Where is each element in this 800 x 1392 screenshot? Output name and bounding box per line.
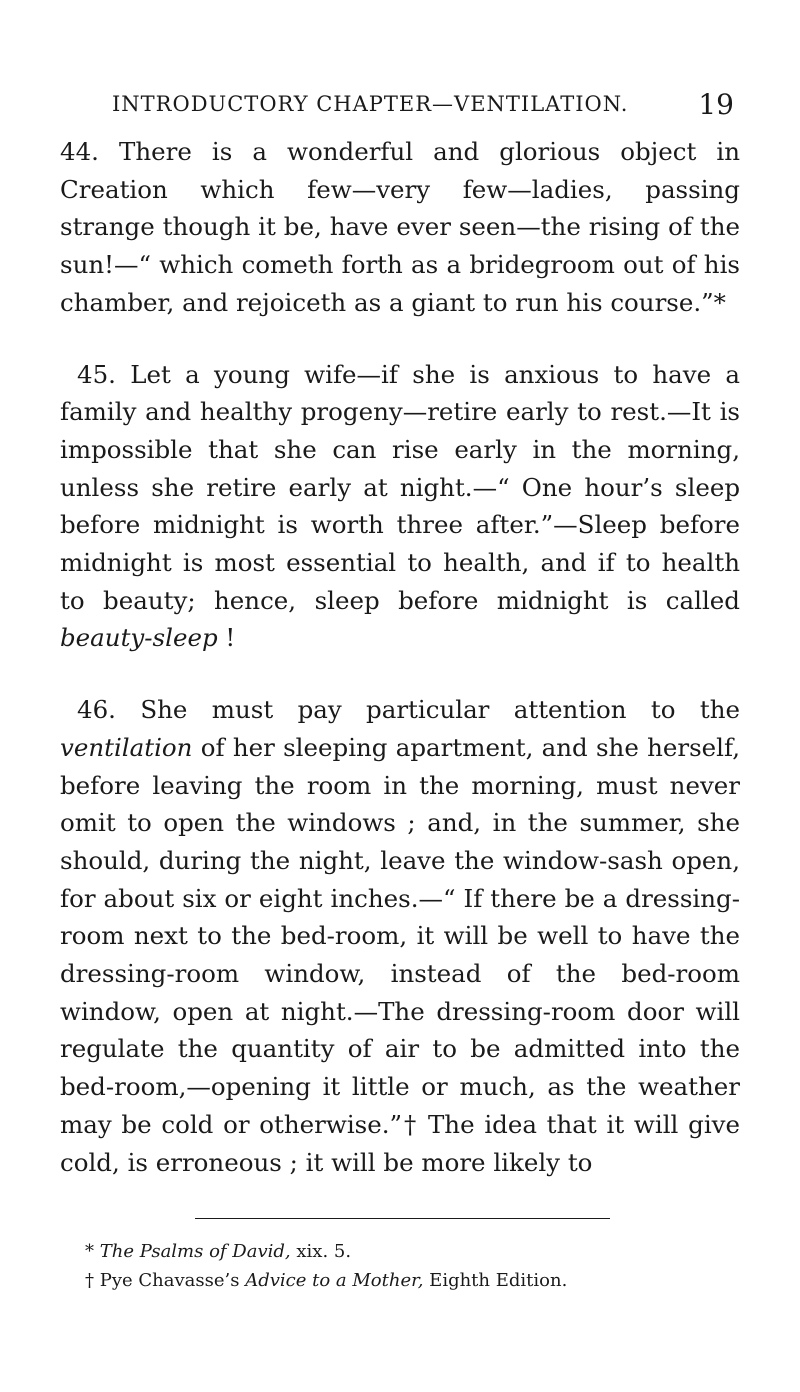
paragraph-44 [60, 133, 740, 322]
running-header [112, 88, 734, 132]
footnote-1 [85, 1237, 735, 1266]
paragraph-text-end: of her sleeping apartment, and she herself, before leaving the room in the morning, must never omit to open the windows ; and, in the summer, she should, during the night, leave the window-sash open, for about six or eight inches.—“ If there be a dressing-room next to the bed-room, it will be well to have the dressing-room window, instead of the bed-room window, open at night.—The dressing-room door will regulate the quantity of air to be admitted into the bed-room,—opening it little or much, as the weather may be cold or otherwise.”† The idea that it will give cold, is erroneous ; it will be more likely to [60, 732, 740, 1177]
paragraph-text-end: ! [217, 623, 236, 653]
paragraph-46 [60, 691, 740, 1181]
page-number: 19 [698, 88, 734, 121]
footnote-mark: * [85, 1241, 94, 1262]
emphasis-text: ventilation [60, 732, 193, 762]
footnote-mark: † [85, 1270, 94, 1291]
paragraph-45 [60, 356, 740, 658]
footnote-text: xix. 5. [290, 1241, 352, 1262]
footnote-divider [195, 1218, 610, 1219]
emphasis-text: beauty-sleep [60, 623, 218, 653]
footnote-2 [85, 1266, 735, 1295]
running-title: INTRODUCTORY CHAPTER—VENTILATION. [112, 92, 629, 116]
paragraph-text: Let a young wife—if she is anxious to have a family and healthy progeny—retire early to rest.—It is impossible that she can rise early in the morning, unless she retire early at night.—“ One hour’s sleep before midnight is worth three after.”—Sleep before midnight is most essential to health, and if to health to beauty; hence, sleep before midnight is called [60, 359, 741, 615]
footnote-title: Advice to a Mother, [245, 1270, 424, 1291]
footnote-text: Eighth Edition. [423, 1270, 568, 1291]
footnotes [85, 1237, 735, 1295]
paragraph-number: 45. [77, 359, 116, 389]
footnote-prefix: Pye Chavasse’s [99, 1270, 246, 1291]
paragraph-number: 44. [60, 137, 99, 166]
paragraph-text: There is a wonderful and glorious object in Creation which few—very few—ladies, passing strange though it be, have ever seen—the rising of the sun!—“ which cometh forth as a bridegroom out of his chamber, and rejoiceth as a giant to run his course.”* [60, 137, 740, 317]
paragraph-number: 46. [77, 695, 116, 725]
footnote-title: The Psalms of David, [99, 1241, 291, 1262]
paragraph-text: She must pay particular attention to the [140, 695, 740, 725]
page-body [60, 133, 740, 1181]
